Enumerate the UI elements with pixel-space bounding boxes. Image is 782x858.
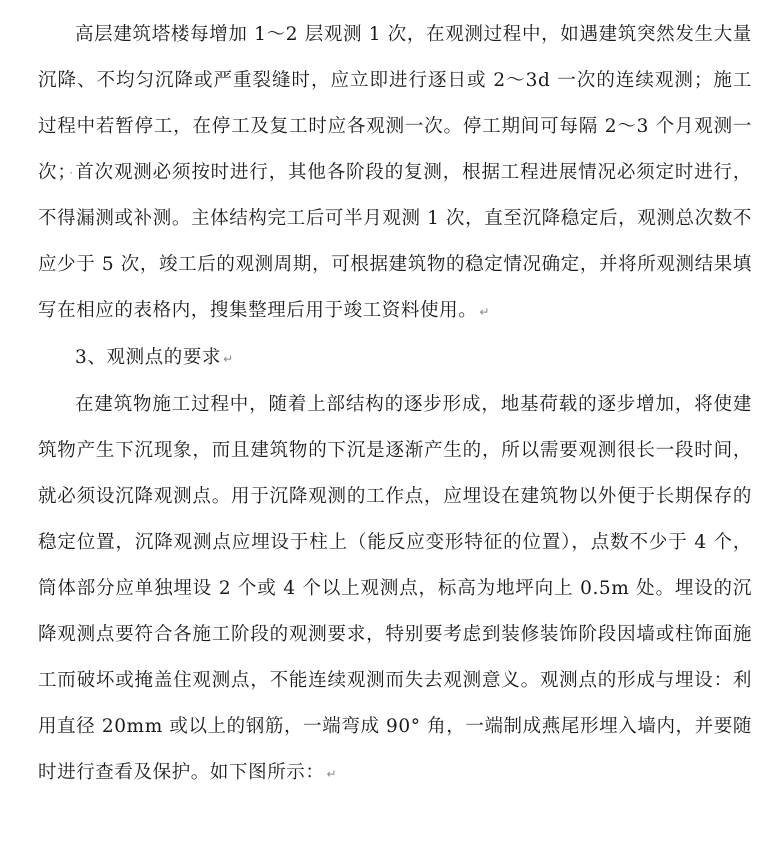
space-marker-icon: ·	[69, 166, 74, 180]
paragraph-mark-icon: ↵	[479, 305, 490, 319]
paragraph-text: 在建筑物施工过程中，随着上部结构的逐步形成，地基荷载的逐步增加，将使建筑物产生下沉现象，而且建筑物的下沉是逐渐产生的，所以需要观测很长一段时间，就必须设沉降观测点。用于沉降观测的工作点，应埋设在建筑物以外便于长期保存的稳定位置，沉降观测点应埋设于柱上（能反应变形特征的位置），点数不少于 4 个，筒体部分应单独埋设 2 个或 4 个以上观测点，标高为地坪向上 0.5m 处。埋设的沉降观测点要符合各施工阶段的观测要求，特别要考虑到装修装饰阶段因墙或柱饰面施工而破坏或掩盖住观测点，不能连续观测而失去观测意义。观测点的形成与埋设：利用直径 20mm 或以上的钢筋，一端弯成 90° 角，一端制成燕尾形埋入墙内，并要随时进行查看及保护。如下图所示：	[38, 394, 752, 783]
section-heading-observation-points	[38, 335, 752, 382]
paragraph-text-part-2: 首次观测必须按时进行，其他各阶段的复测，根据工程进展情况必须定时进行，不得漏测或补测。主体结构完工后可半月观测 1 次，直至沉降稳定后，观测总次数不应少于 5 次，竣工后的观测周期，可根据建筑物的稳定情况确定，并将所观测结果填写在相应的表格内，搜集整理后用于竣工资料使用。	[38, 162, 752, 321]
paragraph-observation-frequency	[38, 12, 752, 335]
heading-text: 3、观测点的要求	[75, 347, 222, 368]
paragraph-text-part-1: 高层建筑塔楼每增加 1～2 层观测 1 次，在观测过程中，如遇建筑突然发生大量沉降、不均匀沉降或严重裂缝时，应立即进行逐日或 2～3d 一次的连续观测；施工过程中若暂停工，在停工及复工时应各观测一次。停工期间可每隔 2～3 个月观测一次；	[38, 24, 752, 183]
paragraph-observation-points	[38, 382, 752, 797]
paragraph-mark-icon: ↵	[326, 767, 337, 781]
paragraph-mark-icon: ↵	[223, 352, 234, 366]
